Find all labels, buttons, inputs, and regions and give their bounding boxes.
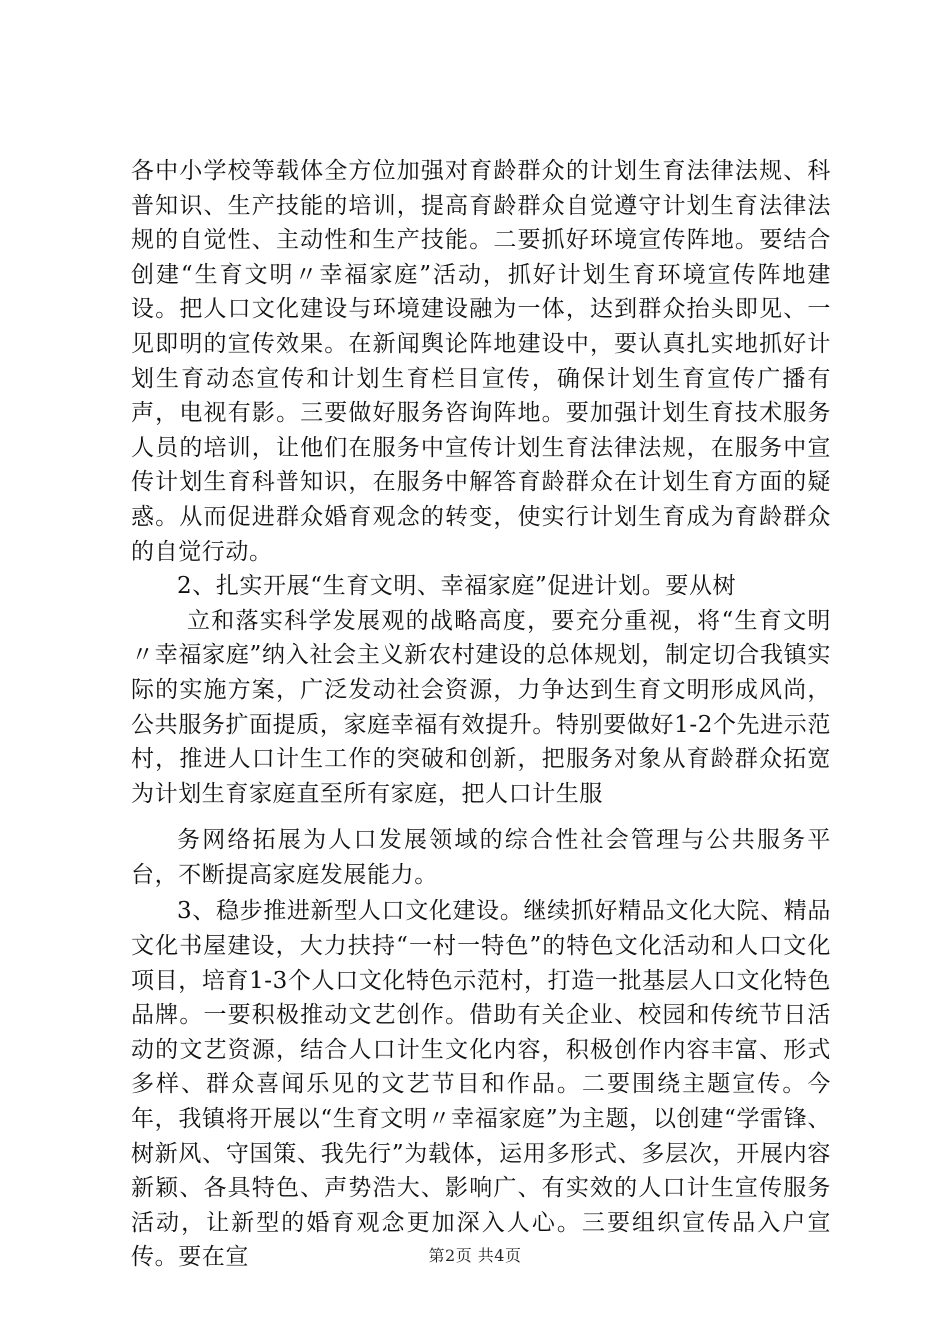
paragraph-propaganda-positions: 各中小学校等载体全方位加强对育龄群众的计划生育法律法规、科普知识、生产技能的培训，提高育龄群众自觉遵守计划生育法律法规的自觉性、主动性和生产技能。二要抓好环境宣传阵地。要结合创建“生育文明〃幸福家庭”活动，抓好计划生育环境宣传阵地建设。把人口文化建设与环境建设融为一体，达到群众抬头即见、一见即明的宣传效果。在新闻舆论阵地建设中，要认真扎实地抓好计划生育动态宣传和计划生育栏目宣传，确保计划生育宣传广播有声，电视有影。三要做好服务咨询阵地。要加强计划生育技术服务人员的培训，让他们在服务中宣传计划生育法律法规，在服务中宣传计划生育科普知识，在服务中解答育龄群众在计划生育方面的疑惑。从而促进群众婚育观念的转变，使实行计划生育成为育龄群众的自觉行动。 [131, 158, 831, 565]
document-body [131, 154, 831, 1275]
paragraph-service-network: 务网络拓展为人口发展领域的综合性社会管理与公共服务平台，不断提高家庭发展能力。 [131, 827, 831, 888]
page-number-footer: 第2页 共4页 [428, 1246, 522, 1265]
paragraph-family-plan-body: 立和落实科学发展观的战略高度，要充分重视，将“生育文明〃幸福家庭”纳入社会主义新农村建设的总体规划，制定切合我镇实际的实施方案，广泛发动社会资源，力争达到生育文明形成风尚，公共服务扩面提质，家庭幸福有效提升。特别要做好1-2个先进示范村，推进人口计生工作的突破和创新，把服务对象从育龄群众拓宽为计划生育家庭直至所有家庭，把人口计生服 [131, 607, 831, 807]
paragraph-heading-family-plan: 2、扎实开展“生育文明、幸福家庭”促进计划。要从树 [177, 573, 737, 600]
paragraph-population-culture: 3、稳步推进新型人口文化建设。继续抓好精品文化大院、精品文化书屋建设，大力扶持“一村一特色”的特色文化活动和人口文化项目，培育1-3个人口文化特色示范村，打造一批基层人口文化特色品牌。一要积极推动文艺创作。借助有关企业、校园和传统节日活动的文艺资源，结合人口计生文化内容，积极创作内容丰富、形式多样、群众喜闻乐见的文艺节目和作品。二要围绕主题宣传。今年，我镇将开展以“生育文明〃幸福家庭”为主题，以创建“学雷锋、树新风、守国策、我先行”为载体，运用多形式、多层次，开展内容新颖、各具特色、声势浩大、影响广、有实效的人口计生宣传服务活动，让新型的婚育观念更加深入人心。三要组织宣传品入户宣传。要在宣 [131, 898, 831, 1271]
